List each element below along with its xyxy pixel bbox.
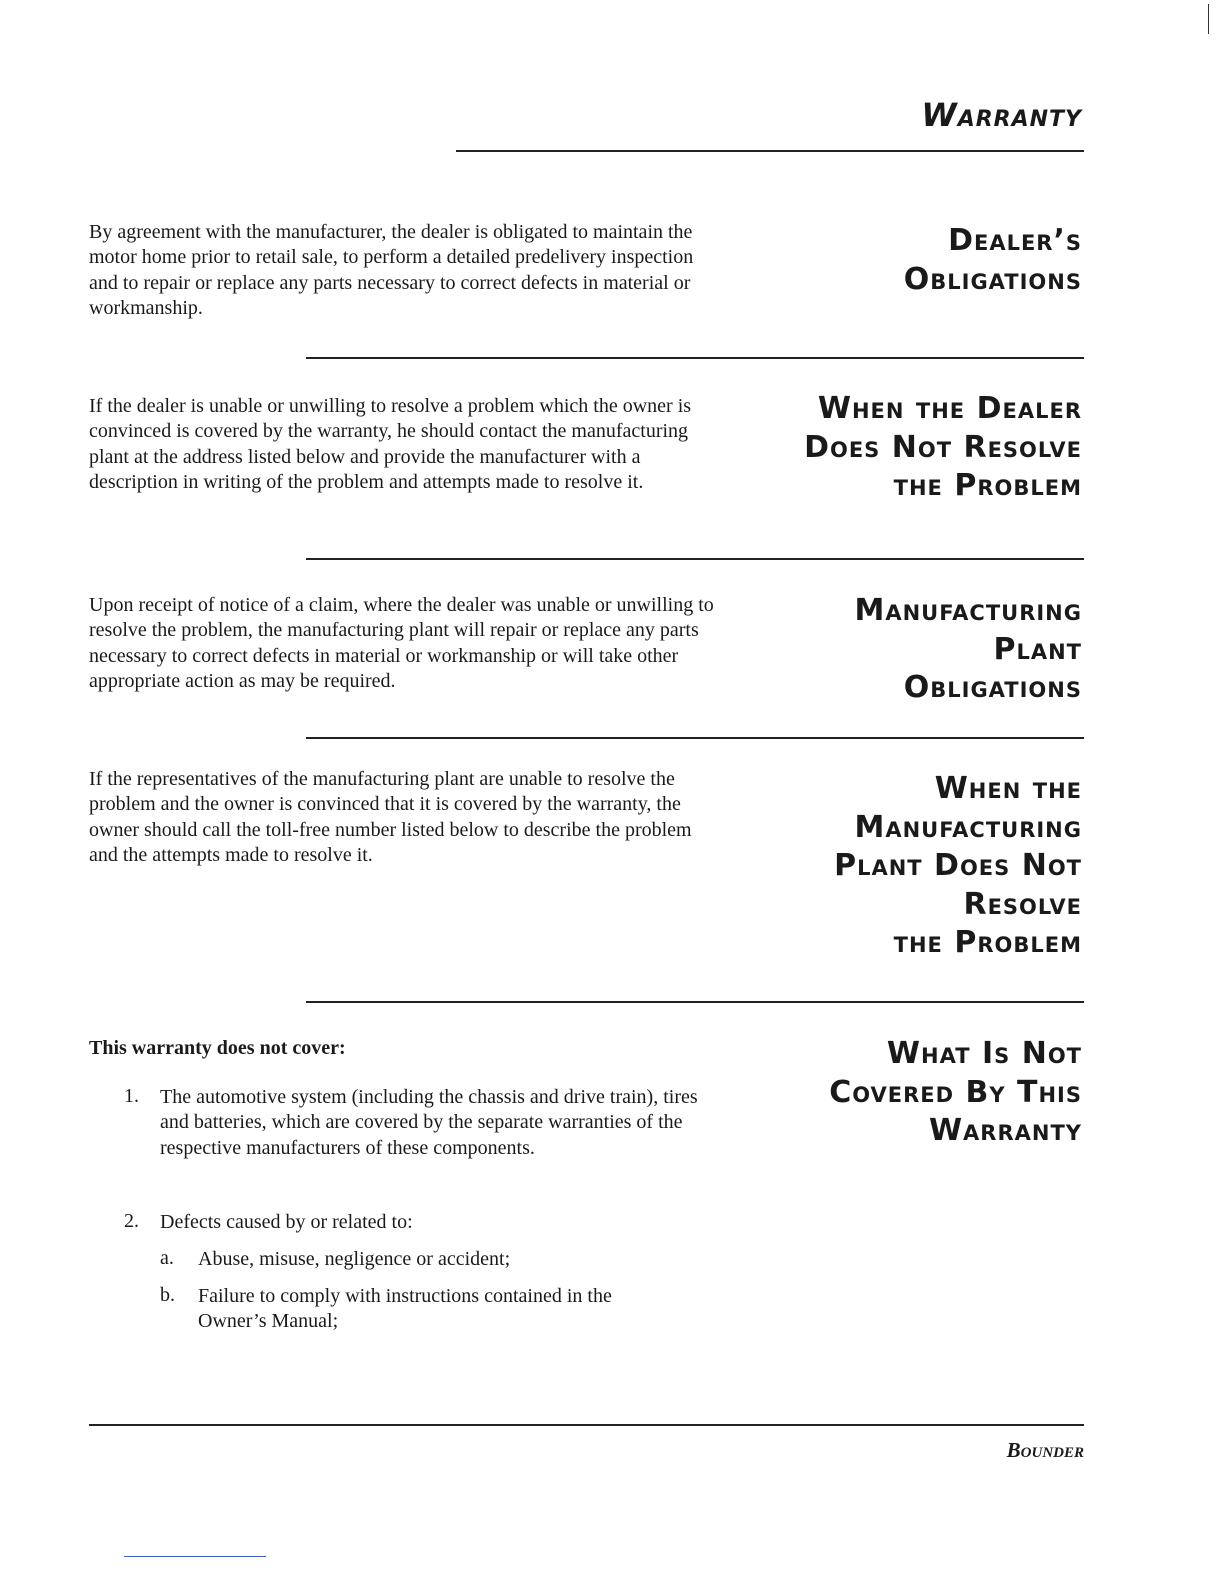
heading-line: Obligations <box>903 670 1082 705</box>
section-rule <box>306 558 1084 560</box>
plant-not-resolve-heading <box>834 770 1082 963</box>
footer-rule <box>89 1424 1084 1426</box>
footer-brand: Bounder <box>1006 1438 1084 1462</box>
list-marker: 1. <box>124 1085 139 1107</box>
heading-line: Plant Does Not <box>834 848 1082 883</box>
list-item: Defects caused by or related to: <box>160 1211 413 1233</box>
section-rule <box>306 357 1084 359</box>
heading-line: Resolve <box>963 886 1082 922</box>
plant-obligations-heading <box>854 592 1082 708</box>
heading-line: the Problem <box>893 468 1082 503</box>
heading-line: When the Dealer <box>817 391 1082 426</box>
dealer-obligations-text: By agreement with the manufacturer, the dealer is obligated to maintain the motor home prior to retail sale, to perform a detailed predelivery inspection and to repair or replace any parts necessary to correct defects in material or workmanship. <box>89 221 694 319</box>
dealer-not-resolve-heading <box>804 390 1082 506</box>
heading-line: Dealer’s <box>948 223 1082 258</box>
heading-line: Covered By This <box>829 1074 1082 1110</box>
dealer-obligations-heading <box>904 222 1082 299</box>
heading-line: Manufacturing <box>854 593 1082 628</box>
not-covered-lead: This warranty does not cover: <box>89 1037 346 1059</box>
list-item: The automotive system (including the chassis and drive train), tires and batteries, which are covered by the separate warranties of the respective manufacturers of these components. <box>160 1086 698 1159</box>
dealer-not-resolve-text: If the dealer is unable or unwilling to resolve a problem which the owner is convinced is covered by the warranty, he should contact the manufacturing plant at the address listed below and provide the manufacturer with a description in writing of the problem and attempts made to resolve it. <box>89 395 692 493</box>
scan-edge-mark <box>1208 4 1210 34</box>
heading-line: Does Not Resolve <box>804 429 1082 465</box>
heading-line: Warranty <box>928 1113 1082 1148</box>
sublist-item: Failure to comply with instructions contained in the Owner’s Manual; <box>198 1285 612 1333</box>
section-rule <box>306 737 1084 739</box>
list-marker: 2. <box>124 1210 139 1232</box>
plant-obligations-text: Upon receipt of notice of a claim, where the dealer was unable or unwilling to resolve the problem, the manufacturing plant will repair or replace any parts necessary to correct defects in material or workmanship or will take other appropriate action as may be required. <box>89 594 714 692</box>
page-title: Warranty <box>921 96 1082 134</box>
sublist-item: Abuse, misuse, negligence or accident; <box>198 1248 511 1270</box>
not-covered-heading <box>829 1035 1082 1151</box>
sublist-marker: a. <box>160 1247 174 1269</box>
heading-line: the Problem <box>893 925 1082 960</box>
heading-line: Manufacturing <box>854 809 1082 845</box>
heading-line: Obligations <box>903 261 1082 297</box>
heading-line: Plant <box>993 631 1082 667</box>
plant-not-resolve-text: If the representatives of the manufacturing plant are unable to resolve the problem and the owner is convinced that it is covered by the warranty, the owner should call the toll-free number listed below to describe the problem and the attempts made to resolve it. <box>89 768 692 866</box>
heading-line: What Is Not <box>886 1036 1082 1071</box>
heading-line: When the <box>934 771 1082 806</box>
header-rule <box>456 150 1084 152</box>
scan-artifact-line <box>124 1556 266 1557</box>
section-rule <box>306 1001 1084 1003</box>
sublist-marker: b. <box>160 1284 175 1306</box>
